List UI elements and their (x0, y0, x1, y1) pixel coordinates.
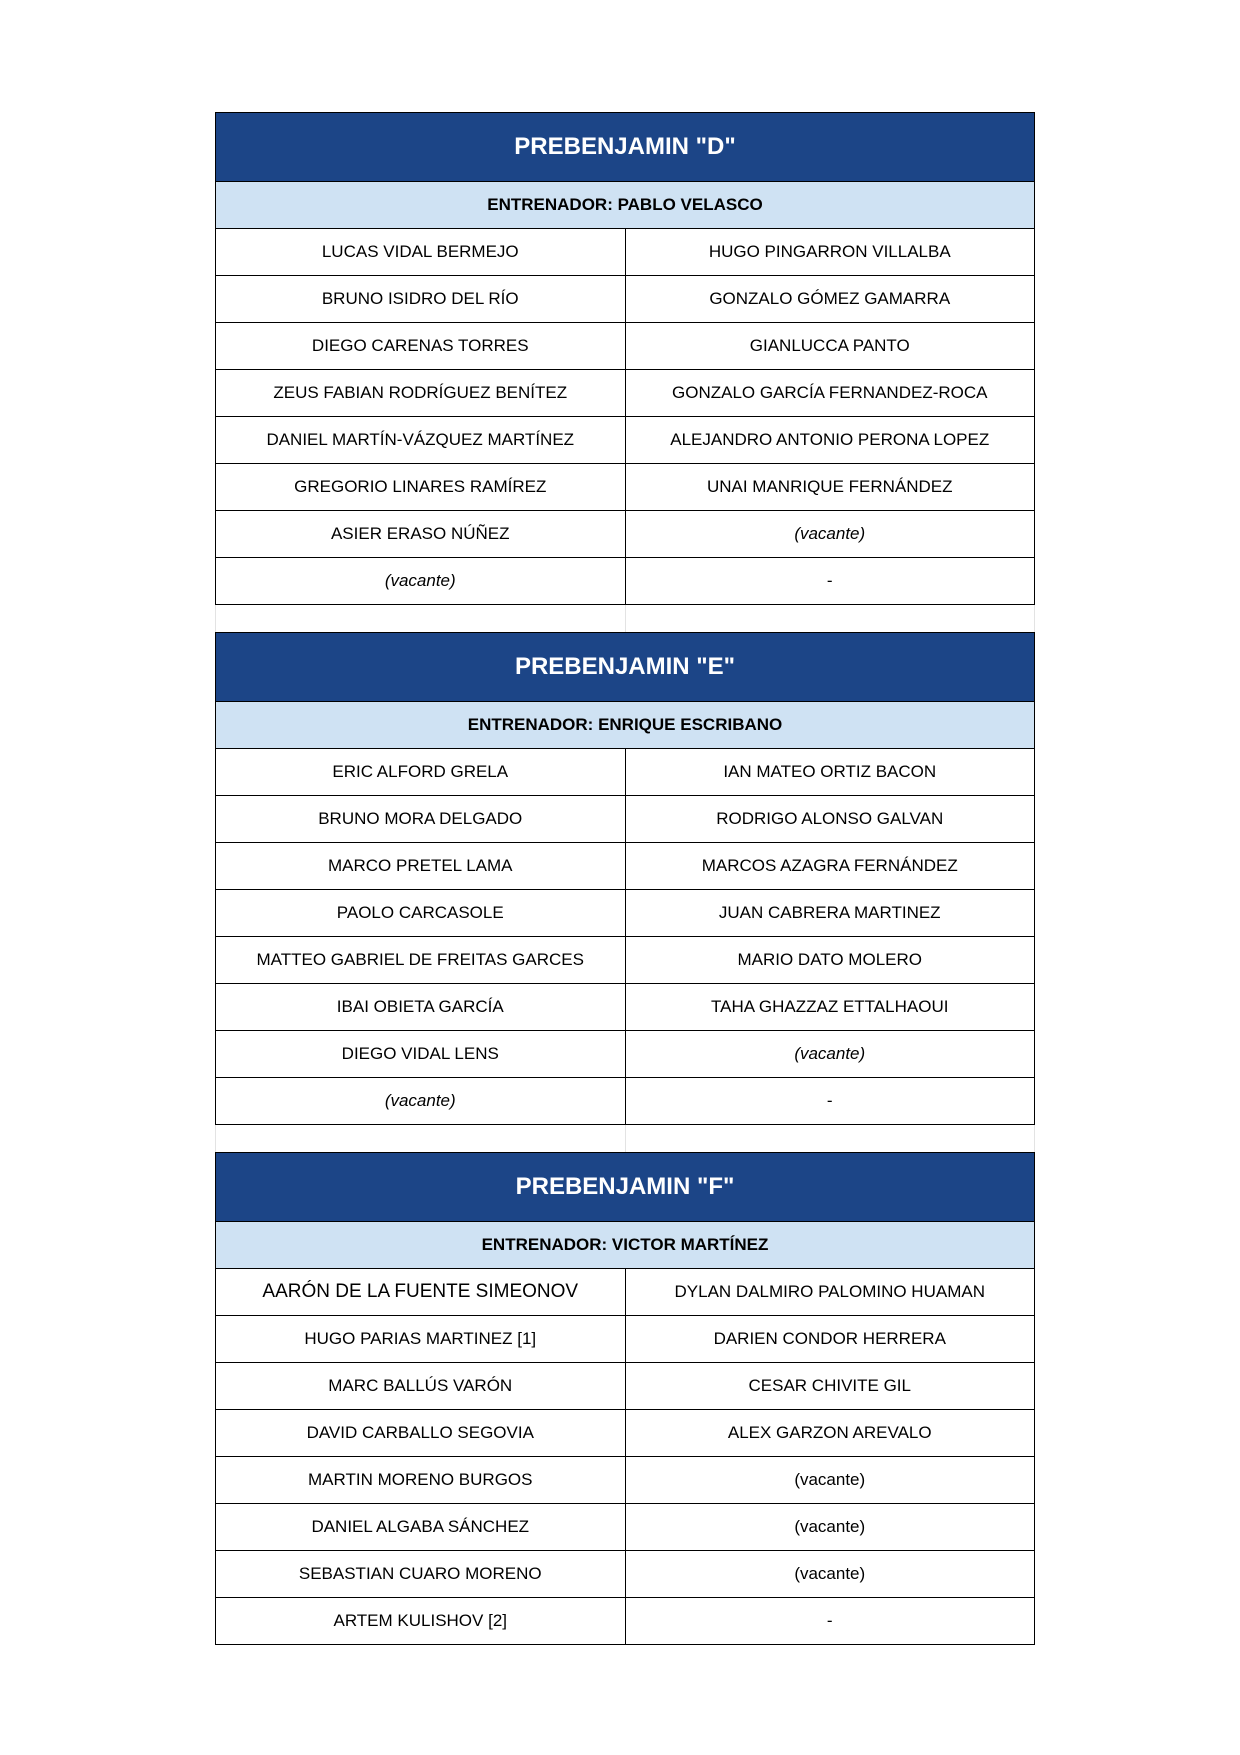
player-cell: IBAI OBIETA GARCÍA (336, 997, 504, 1016)
team-title: PREBENJAMIN "E" (216, 633, 1034, 702)
player-cell: (vacante) (384, 571, 456, 590)
roster-sheet (215, 112, 1035, 1645)
table-row (216, 1031, 1034, 1078)
team-table (215, 632, 1035, 1125)
player-cell: PAOLO CARCASOLE (336, 903, 504, 922)
player-cell: DANIEL ALGABA SÁNCHEZ (311, 1517, 530, 1536)
player-cell: DIEGO CARENAS TORRES (311, 336, 529, 355)
player-cell: - (625, 1078, 1035, 1124)
player-cell: ARTEM KULISHOV [2] (333, 1611, 507, 1630)
table-row (216, 558, 1034, 605)
table-row (216, 464, 1034, 511)
player-cell: DAVID CARBALLO SEGOVIA (306, 1423, 534, 1442)
player-cell: (vacante) (625, 1457, 1035, 1503)
player-cell: DYLAN DALMIRO PALOMINO HUAMAN (625, 1269, 1035, 1315)
player-cell: DIEGO VIDAL LENS (341, 1044, 499, 1063)
table-row (216, 796, 1034, 843)
player-cell: ASIER ERASO NÚÑEZ (330, 524, 510, 543)
player-cell: IAN MATEO ORTIZ BACON (625, 749, 1035, 795)
player-cell: AARÓN DE LA FUENTE SIMEONOV (262, 1281, 579, 1302)
table-row (216, 890, 1034, 937)
player-cell: ERIC ALFORD GRELA (332, 762, 509, 781)
player-cell: BRUNO MORA DELGADO (318, 809, 523, 828)
team-title: PREBENJAMIN "D" (216, 113, 1034, 182)
table-row (216, 511, 1034, 558)
table-spacer (215, 1125, 1035, 1152)
player-cell: ZEUS FABIAN RODRÍGUEZ BENÍTEZ (273, 383, 568, 402)
player-cell: - (625, 558, 1035, 604)
player-cell: MARCO PRETEL LAMA (327, 856, 513, 875)
player-cell: (vacante) (625, 1551, 1035, 1597)
player-cell: DARIEN CONDOR HERRERA (625, 1316, 1035, 1362)
table-row (216, 229, 1034, 276)
table-row (216, 749, 1034, 796)
player-cell: RODRIGO ALONSO GALVAN (625, 796, 1035, 842)
player-cell: MARTIN MORENO BURGOS (308, 1470, 533, 1489)
player-cell: CESAR CHIVITE GIL (625, 1363, 1035, 1409)
team-table (215, 112, 1035, 605)
player-cell: ALEX GARZON AREVALO (625, 1410, 1035, 1456)
coach-label: ENTRENADOR: PABLO VELASCO (216, 182, 1034, 229)
player-cell: GIANLUCCA PANTO (625, 323, 1035, 369)
player-cell: TAHA GHAZZAZ ETTALHAOUI (625, 984, 1035, 1030)
table-row (216, 1457, 1034, 1504)
player-cell: MARIO DATO MOLERO (625, 937, 1035, 983)
player-cell: DANIEL MARTÍN-VÁZQUEZ MARTÍNEZ (266, 430, 575, 449)
player-cell: (vacante) (625, 1504, 1035, 1550)
table-row (216, 1078, 1034, 1125)
table-row (216, 1316, 1034, 1363)
player-cell: GONZALO GÓMEZ GAMARRA (625, 276, 1035, 322)
player-cell: JUAN CABRERA MARTINEZ (625, 890, 1035, 936)
player-cell: HUGO PARIAS MARTINEZ [1] (304, 1329, 537, 1348)
table-row (216, 1363, 1034, 1410)
table-row (216, 1269, 1034, 1316)
table-row (216, 937, 1034, 984)
player-cell: UNAI MANRIQUE FERNÁNDEZ (625, 464, 1035, 510)
table-row (216, 1598, 1034, 1645)
coach-label: ENTRENADOR: VICTOR MARTÍNEZ (216, 1222, 1034, 1269)
table-row (216, 1410, 1034, 1457)
table-spacer (215, 605, 1035, 632)
player-cell: MARCOS AZAGRA FERNÁNDEZ (625, 843, 1035, 889)
table-row (216, 843, 1034, 890)
player-cell: ALEJANDRO ANTONIO PERONA LOPEZ (625, 417, 1035, 463)
table-row (216, 323, 1034, 370)
player-cell: - (625, 1598, 1035, 1644)
player-cell: (vacante) (384, 1091, 456, 1110)
team-title: PREBENJAMIN "F" (216, 1153, 1034, 1222)
table-row (216, 276, 1034, 323)
player-cell: SEBASTIAN CUARO MORENO (298, 1564, 542, 1583)
team-table (215, 1152, 1035, 1645)
player-cell: MATTEO GABRIEL DE FREITAS GARCES (256, 950, 584, 969)
player-cell: GREGORIO LINARES RAMÍREZ (294, 477, 547, 496)
table-row (216, 984, 1034, 1031)
table-row (216, 1551, 1034, 1598)
coach-label: ENTRENADOR: ENRIQUE ESCRIBANO (216, 702, 1034, 749)
player-cell: HUGO PINGARRON VILLALBA (625, 229, 1035, 275)
table-row (216, 1504, 1034, 1551)
player-cell: GONZALO GARCÍA FERNANDEZ-ROCA (625, 370, 1035, 416)
player-cell: MARC BALLÚS VARÓN (328, 1376, 513, 1395)
player-cell: (vacante) (625, 511, 1035, 557)
player-cell: BRUNO ISIDRO DEL RÍO (321, 289, 519, 308)
player-cell: LUCAS VIDAL BERMEJO (321, 242, 519, 261)
table-row (216, 370, 1034, 417)
player-cell: (vacante) (625, 1031, 1035, 1077)
table-row (216, 417, 1034, 464)
